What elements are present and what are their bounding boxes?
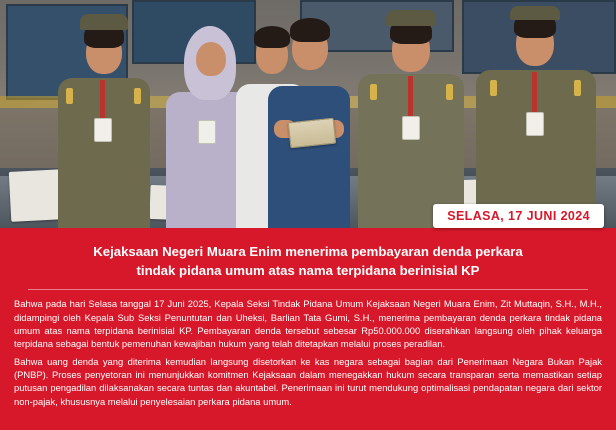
headline-line-2: tindak pidana umum atas nama terpidana berinisial KP [136,263,480,279]
headline [0,228,616,280]
body-paragraphs [0,290,616,408]
person-jaksa-kanan-2 [474,0,598,228]
id-card [94,118,112,142]
rank-insignia [446,84,453,100]
cap [80,14,128,30]
cap [510,6,560,20]
cash-money [288,118,336,149]
rank-insignia [490,80,497,96]
person-jaksa-kiri-1 [56,0,152,228]
paragraph-2: Bahwa uang denda yang diterima kemudian langsung disetorkan ke kas negara sebagai bagian dari Penerimaan Negara Bukan Pajak (PNBP). Proses penyetoran ini menunjukkan komitmen Kejaksaan dalam menegakkan hukum secara transparan serta memastikan setiap putusan pengadilan dilaksanakan secara tuntas dan akuntabel. Penerimaan ini turut mendukung optimalisasi pendapatan negara dari sektor non-pajak, khususnya melalui penyelesaian perkara pidana umum. [14,355,602,407]
paragraph-1: Bahwa pada hari Selasa tanggal 17 Juni 2025, Kepala Seksi Tindak Pidana Umum Kejaksaan Negeri Muara Enim, Zit Muttaqin, S.H., M.H., didampingi oleh Kepala Sub Seksi Penuntutan dan Uheksi, Barlian Tata Gumi, S.H., menerima pembayaran denda perkara tindak pidana umum atas nama terpidana berinisial KP. Pembayaran denda tersebut sebesar Rp50.000.000 diserahkan langsung oleh pihak keluarga terpidana sebagai bentuk pemenuhan kewajiban hukum yang telah ditetapkan melalui proses peradilan. [14,298,602,350]
person-jaksa-kanan-1 [356,0,466,228]
id-card [526,112,544,136]
article-body [0,228,616,430]
headline-line-1: Kejaksaan Negeri Muara Enim menerima pembayaran denda perkara [93,244,523,259]
lanyard [100,80,105,120]
date-badge: SELASA, 17 JUNI 2024 [433,204,604,228]
hair [290,18,330,42]
id-card [402,116,420,140]
person-pria-baju-biru [266,0,352,228]
rank-insignia [66,88,73,104]
blue-shirt-torso [268,86,350,228]
rank-insignia [370,84,377,100]
lanyard [532,72,537,114]
rank-insignia [574,80,581,96]
rank-insignia [134,88,141,104]
head [196,42,226,76]
cap [386,10,436,26]
id-card [198,120,216,144]
lanyard [408,76,413,118]
